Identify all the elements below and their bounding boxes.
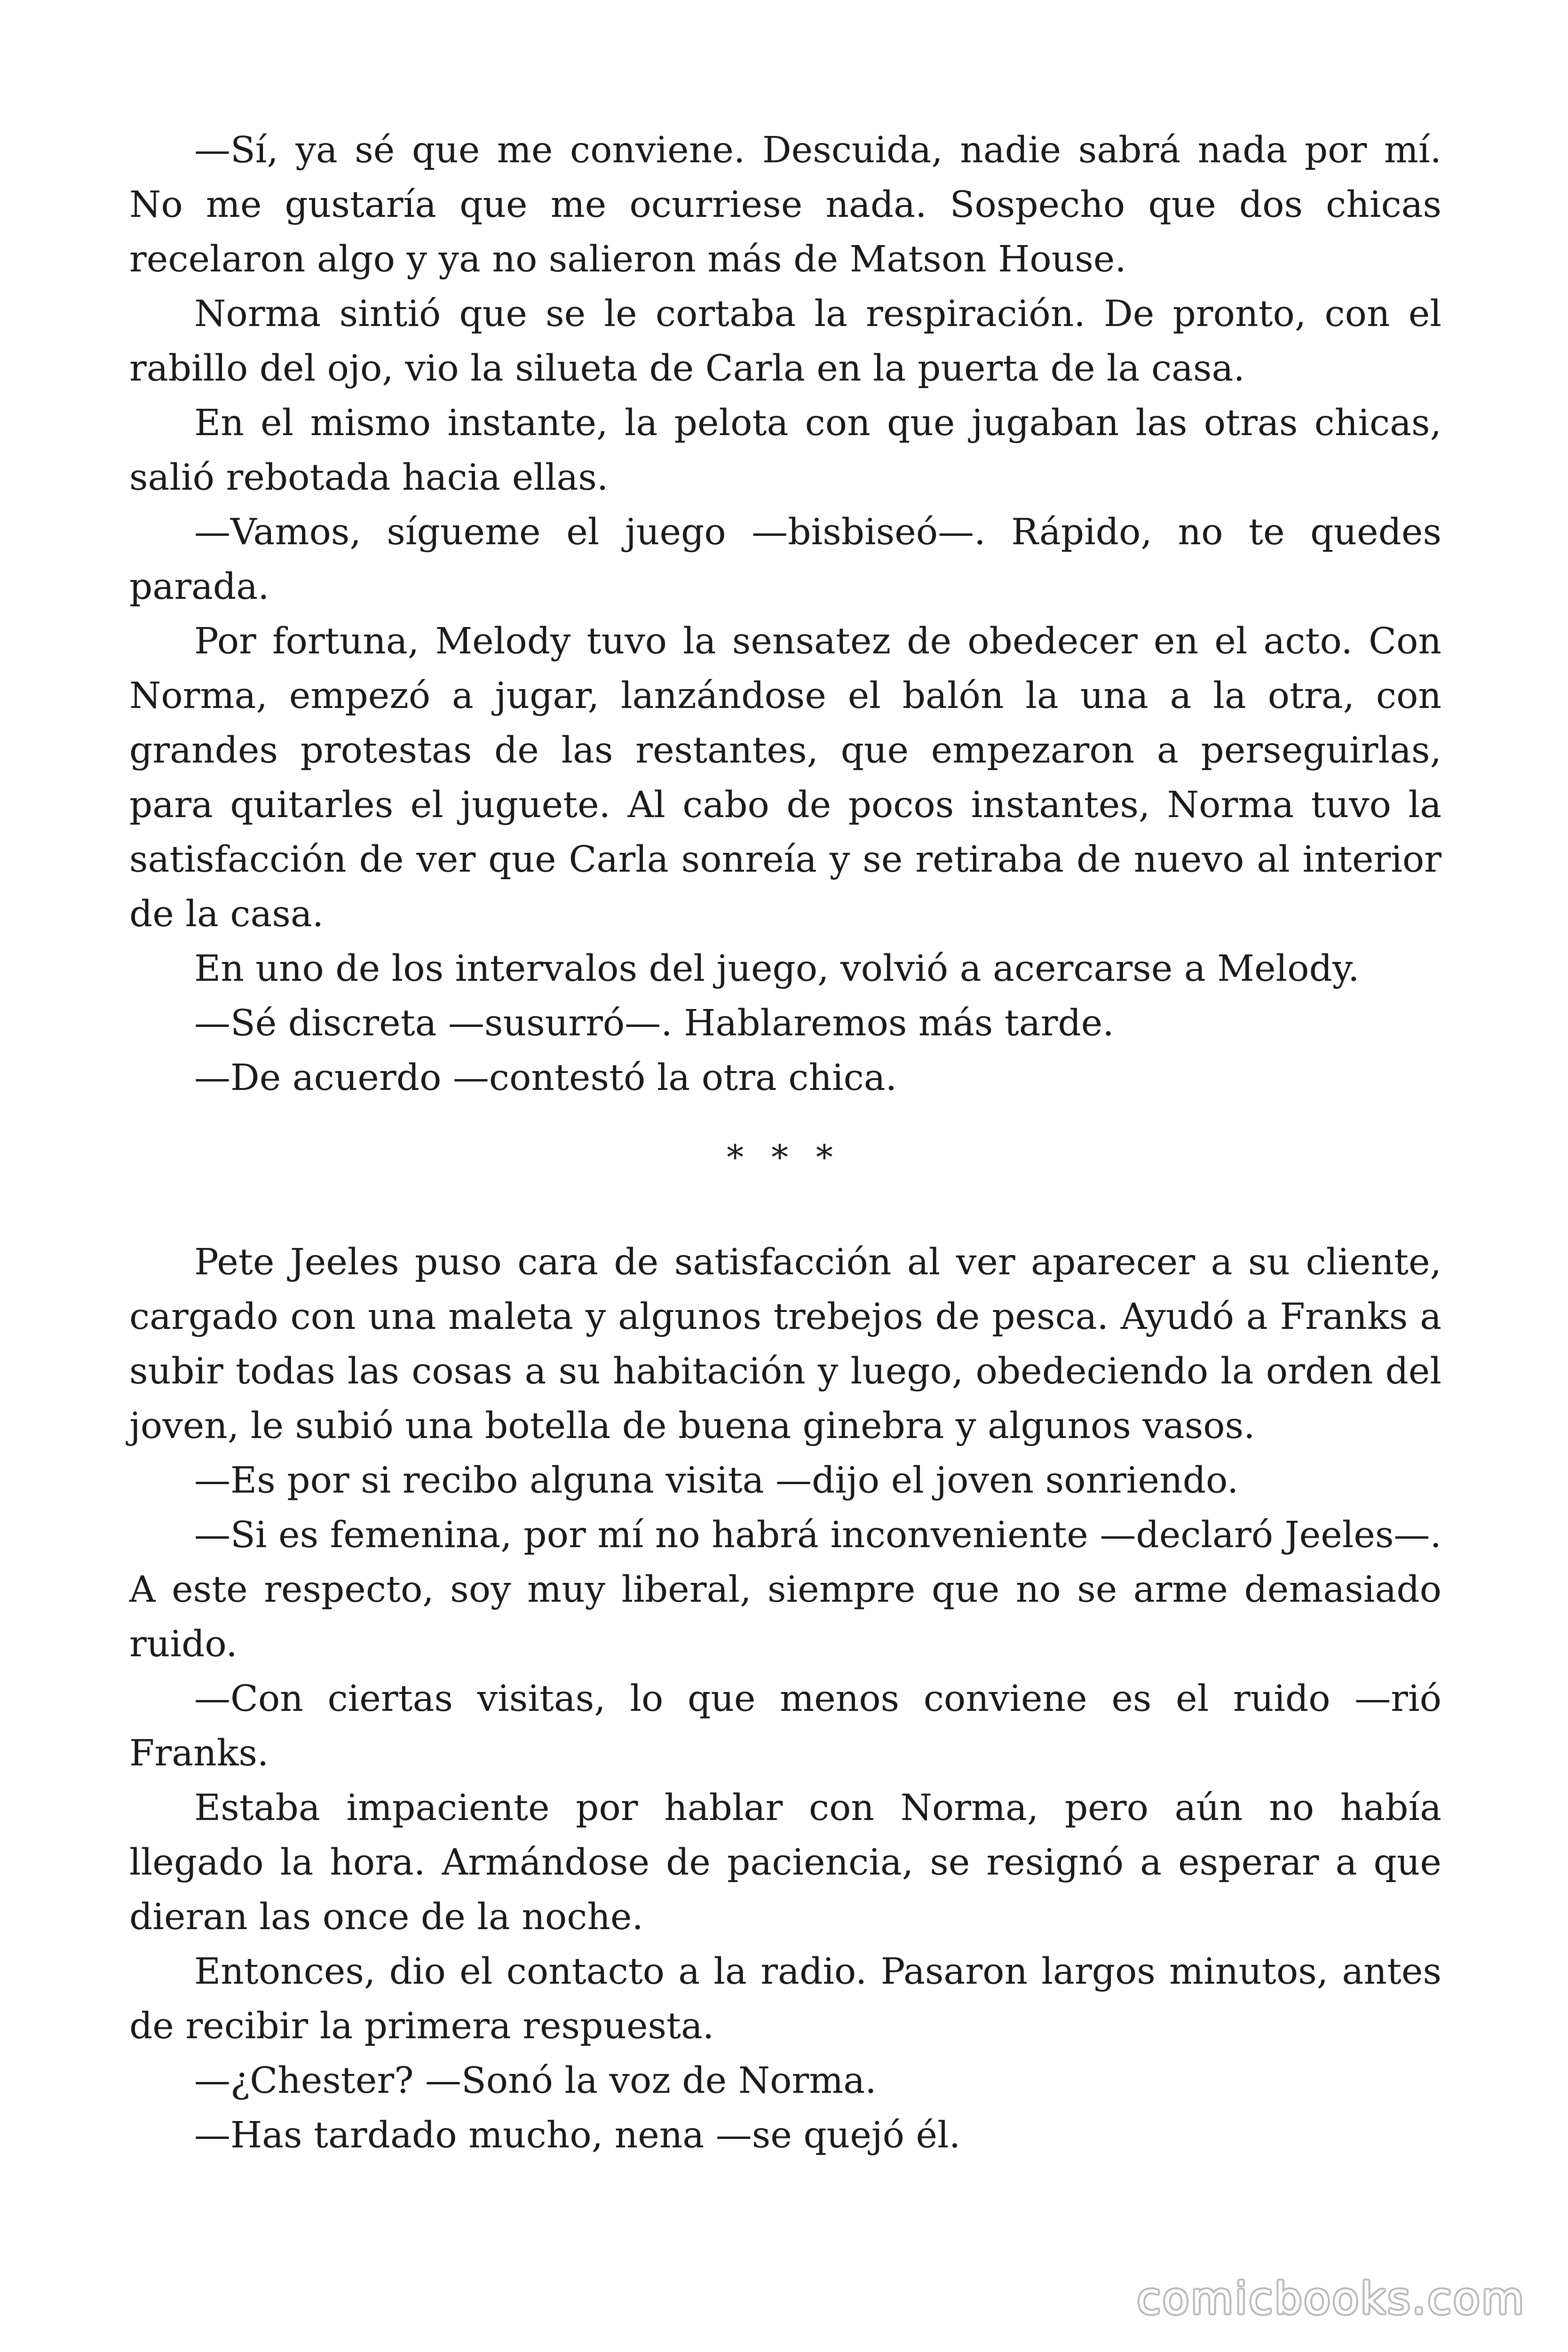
- watermark: comicbooks.com: [1137, 2273, 1526, 2324]
- paragraph: —¿Chester? —Sonó la voz de Norma.: [194, 2060, 877, 2102]
- paragraph: —Sí, ya sé que me conviene. Descuida, nadie sabrá nada por mí. No me gustaría que me ocurriese nada. Sospecho que dos chicas recelaron algo y ya no salieron más de Matson House.: [129, 129, 1441, 280]
- paragraph: Por fortuna, Melody tuvo la sensatez de obedecer en el acto. Con Norma, empezó a jugar, lanzándose el balón la una a la otra, con grandes protestas de las restantes, que empezaron a perseguirlas, para quitarles el juguete. Al cabo de pocos instantes, Norma tuvo la satisfacción de ver que Carla sonreía y se retiraba de nuevo al interior de la casa.: [129, 620, 1441, 935]
- text-section-one: [129, 123, 1441, 1105]
- section-separator: * * *: [727, 1137, 841, 1177]
- paragraph: —Es por si recibo alguna visita —dijo el joven sonriendo.: [194, 1460, 1239, 1502]
- paragraph: En uno de los intervalos del juego, volvió a acercarse a Melody.: [194, 948, 1360, 990]
- paragraph: Pete Jeeles puso cara de satisfacción al ver aparecer a su cliente, cargado con una maleta y algunos trebejos de pesca. Ayudó a Franks a subir todas las cosas a su habitación y luego, obedeciendo la orden del joven, le subió una botella de buena ginebra y algunos vasos.: [129, 1241, 1441, 1447]
- paragraph: Estaba impaciente por hablar con Norma, pero aún no había llegado la hora. Armándose de paciencia, se resignó a esperar a que dieran las once de la noche.: [129, 1787, 1441, 1938]
- paragraph: En el mismo instante, la pelota con que jugaban las otras chicas, salió rebotada hacia ellas.: [129, 402, 1441, 499]
- paragraph: —Sé discreta —susurró—. Hablaremos más tarde.: [194, 1002, 1114, 1044]
- text-section-two: [129, 1235, 1441, 2163]
- paragraph: Norma sintió que se le cortaba la respiración. De pronto, con el rabillo del ojo, vio la silueta de Carla en la puerta de la casa.: [129, 293, 1441, 389]
- paragraph: Entonces, dio el contacto a la radio. Pasaron largos minutos, antes de recibir la primera respuesta.: [129, 1951, 1441, 2047]
- paragraph: —De acuerdo —contestó la otra chica.: [194, 1057, 897, 1099]
- paragraph: —Vamos, sígueme el juego —bisbiseó—. Rápido, no te quedes parada.: [129, 511, 1441, 608]
- paragraph: —Has tardado mucho, nena —se quejó él.: [194, 2114, 961, 2156]
- paragraph: —Con ciertas visitas, lo que menos conviene es el ruido —rió Franks.: [129, 1678, 1441, 1774]
- paragraph: —Si es femenina, por mí no habrá inconveniente —declaró Jeeles—. A este respecto, soy muy liberal, siempre que no se arme demasiado ruido.: [129, 1514, 1441, 1665]
